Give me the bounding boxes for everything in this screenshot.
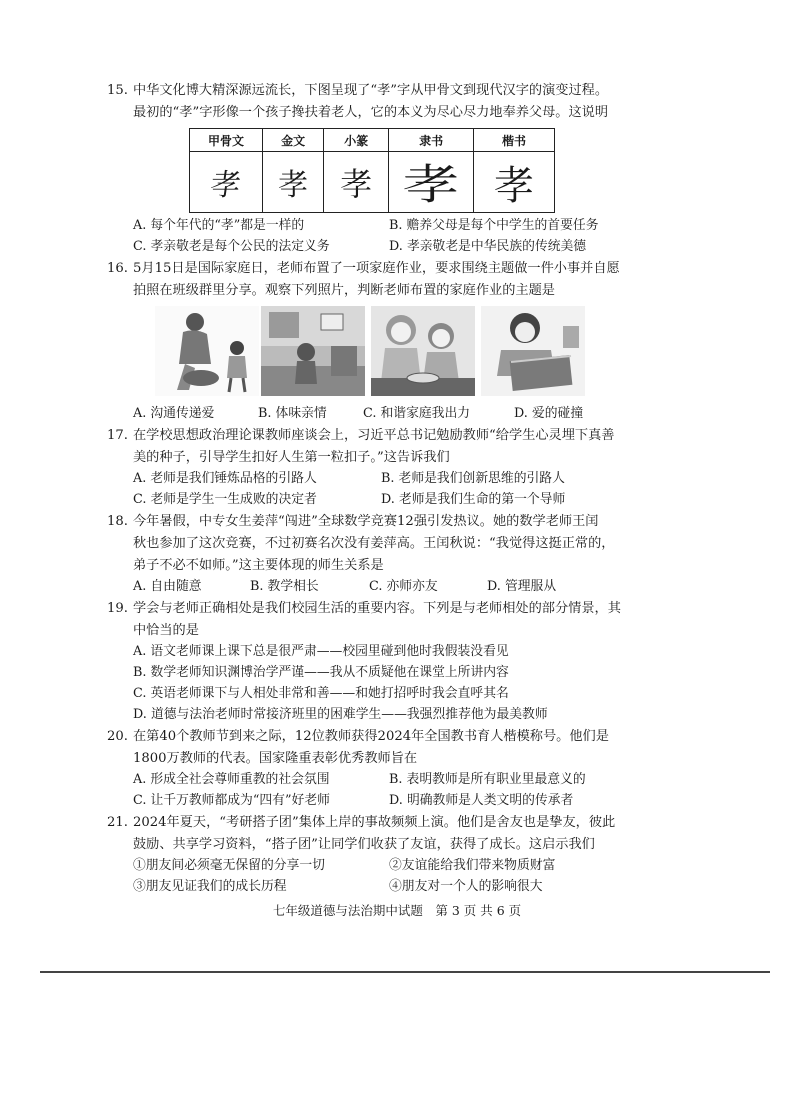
glyph-jiaguwen: 孝 — [208, 168, 243, 203]
q20-stem-line2: 1800万教师的代表。国家隆重表彰优秀教师旨在 — [133, 751, 418, 766]
q18-stem-line1: 今年暑假，中专女生姜萍“闯进”全球数学竞赛12强引发热议。她的数学老师王闰 — [133, 514, 599, 529]
q18-stem-line2: 秋也参加了这次竞赛，不过初赛名次没有姜萍高。王闰秋说：“我觉得这挺正常的， — [133, 536, 615, 551]
header-lishu: 隶书 — [389, 129, 474, 152]
q16-option-a: A. 沟通传递爱 — [133, 406, 215, 421]
q21-item-4: ④朋友对一个人的影响很大 — [389, 879, 543, 894]
q17-option-c: C. 老师是学生一生成败的决定者 — [133, 492, 317, 507]
q15-option-b: B. 赡养父母是每个中学生的首要任务 — [389, 218, 599, 233]
photo-washing-with-mother — [155, 306, 259, 396]
q20-option-d: D. 明确教师是人类文明的传承者 — [389, 793, 574, 808]
xiao-evolution-table — [189, 128, 555, 213]
q18-option-d: D. 管理服从 — [487, 579, 557, 594]
header-jinwen: 金文 — [263, 129, 324, 152]
q16-option-b: B. 体味亲情 — [258, 406, 327, 421]
q18-option-b: B. 教学相长 — [250, 579, 319, 594]
q16-stem-line2: 拍照在班级群里分享。观察下列照片，判断老师布置的家庭作业的主题是 — [133, 283, 555, 298]
q18-stem-line3: 弟子不必不如师。”这主要体现的师生关系是 — [133, 558, 384, 573]
q15-option-c: C. 孝亲敬老是每个公民的法定义务 — [133, 239, 330, 254]
q19-option-d: D. 道德与法治老师时常接济班里的困难学生——我强烈推荐他为最美教师 — [133, 707, 548, 722]
q18-number: 18. — [107, 514, 128, 529]
q15-stem-line2: 最初的“孝”字形像一个孩子搀扶着老人，它的本义为尽心尽力地奉养父母。这说明 — [133, 105, 609, 120]
q18-option-a: A. 自由随意 — [133, 579, 202, 594]
page-bottom-rule — [40, 971, 770, 973]
q15-number: 15. — [107, 83, 128, 98]
q19-option-b: B. 数学老师知识渊博治学严谨——我从不质疑他在课堂上所讲内容 — [133, 665, 509, 680]
q17-option-b: B. 老师是我们创新思维的引路人 — [381, 471, 565, 486]
glyph-xiaozhuan: 孝 — [340, 165, 373, 203]
q16-option-c: C. 和谐家庭我出力 — [363, 406, 471, 421]
q20-option-b: B. 表明教师是所有职业里最意义的 — [389, 772, 586, 787]
header-xiaozhuan: 小篆 — [324, 129, 389, 152]
q17-option-d: D. 老师是我们生命的第一个导师 — [381, 492, 566, 507]
q19-option-c: C. 英语老师课下与人相处非常和善——和她打招呼时我会直呼其名 — [133, 686, 509, 701]
q20-option-c: C. 让千万教师都成为“四有”好老师 — [133, 793, 330, 808]
header-kaishu: 楷书 — [474, 129, 555, 152]
q19-option-a: A. 语文老师课上课下总是很严肃——校园里碰到他时我假装没看见 — [133, 644, 509, 659]
glyph-jinwen-cell — [263, 152, 324, 213]
q18-option-c: C. 亦师亦友 — [369, 579, 438, 594]
glyph-lishu-cell — [389, 152, 474, 213]
q21-item-2: ②友谊能给我们带来物质财富 — [389, 858, 556, 873]
glyph-jiaguwen-cell — [190, 152, 263, 213]
q16-stem-line1: 5月15日是国际家庭日，老师布置了一项家庭作业，要求围绕主题做一件小事并自愿 — [133, 261, 620, 276]
q15-stem-line1: 中华文化博大精深源远流长，下图呈现了“孝”字从甲骨文到现代汉字的演变过程。 — [133, 83, 609, 98]
q20-stem-line1: 在第40个教师节到来之际，12位教师获得2024年全国教书育人楷模称号。他们是 — [133, 729, 609, 744]
q17-stem-line1: 在学校思想政治理论课教师座谈会上，习近平总书记勉励教师“给学生心灵埋下真善 — [133, 428, 615, 443]
q16-option-d: D. 爱的碰撞 — [514, 406, 584, 421]
glyph-jinwen: 孝 — [278, 168, 309, 203]
q21-number: 21. — [107, 815, 128, 830]
q21-stem-line1: 2024年夏天，“考研搭子团”集体上岸的事故频频上演。他们是舍友也是挚友，彼此 — [133, 815, 616, 830]
photo-cleaning-room — [261, 306, 365, 396]
q19-stem-line2: 中恰当的是 — [133, 623, 199, 638]
q17-number: 17. — [107, 428, 128, 443]
q17-option-a: A. 老师是我们锤炼品格的引路人 — [133, 471, 317, 486]
q19-number: 19. — [107, 601, 128, 616]
q15-option-d: D. 孝亲敬老是中华民族的传统美德 — [389, 239, 587, 254]
glyph-kaishu-cell — [474, 152, 555, 213]
photo-girl-with-box — [481, 306, 585, 396]
photo-cooking-together — [371, 306, 475, 396]
header-jiaguwen: 甲骨文 — [190, 129, 263, 152]
glyph-xiaozhuan-cell — [324, 152, 389, 213]
q16-number: 16. — [107, 261, 128, 276]
q21-item-3: ③朋友见证我们的成长历程 — [133, 879, 287, 894]
glyph-kaishu: 孝 — [494, 162, 535, 209]
q21-item-1: ①朋友间必须毫无保留的分享一切 — [133, 858, 325, 873]
q20-number: 20. — [107, 729, 128, 744]
q15-option-a: A. 每个年代的“孝”都是一样的 — [133, 218, 305, 233]
q20-option-a: A. 形成全社会尊师重教的社会氛围 — [133, 772, 330, 787]
q21-stem-line2: 鼓励、共享学习资料，“搭子团”让同学们收获了友谊，获得了成长。这启示我们 — [133, 837, 595, 852]
glyph-lishu: 孝 — [402, 160, 460, 209]
q17-stem-line2: 美的种子，引导学生扣好人生第一粒扣子。”这告诉我们 — [133, 450, 450, 465]
q19-stem-line1: 学会与老师正确相处是我们校园生活的重要内容。下列是与老师相处的部分情景，其 — [133, 601, 621, 616]
page-footer: 七年级道德与法治期中试题 第 3 页 共 6 页 — [272, 903, 522, 918]
